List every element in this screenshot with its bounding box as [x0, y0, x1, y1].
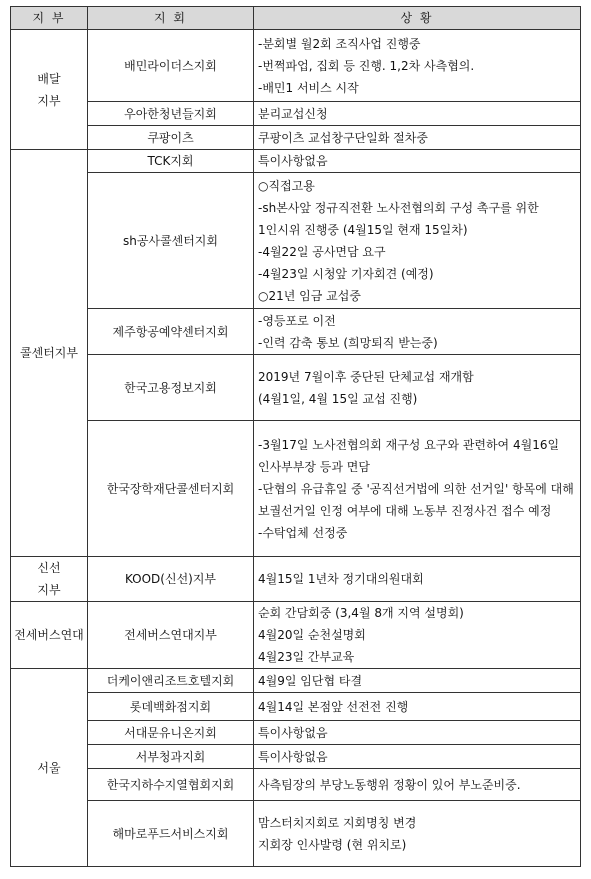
sub-branch-cell: 해마로푸드서비스지회 — [88, 801, 254, 867]
status-cell — [254, 693, 581, 721]
status-line: 특이사항없음 — [258, 154, 328, 168]
status-line: -영등포로 이전 — [258, 313, 336, 328]
table-row — [11, 602, 581, 669]
status-line: 특이사항없음 — [258, 725, 328, 740]
table-row — [11, 309, 581, 355]
branch-name-line: 콜센터지부 — [20, 346, 78, 360]
table-row — [11, 669, 581, 693]
header-sub: 지 회 — [88, 7, 254, 30]
sub-branch-cell: sh공사콜센터지회 — [88, 173, 254, 309]
status-line: ○직접고용 — [258, 178, 315, 193]
sub-branch-cell: 쿠팡이츠 — [88, 126, 254, 150]
status-line: -번쩍파업, 집회 등 진행. 1,2차 사측협의. — [258, 58, 475, 73]
table-row — [11, 126, 581, 150]
status-cell — [254, 602, 581, 669]
sub-branch-cell: 더케이앤리조트호텔지회 — [88, 669, 254, 693]
status-cell — [254, 721, 581, 745]
table-row — [11, 102, 581, 126]
status-cell — [254, 557, 581, 602]
sub-branch-cell: 한국고용정보지회 — [88, 355, 254, 421]
status-line: -배민1 서비스 시작 — [258, 80, 359, 95]
status-line: ○21년 임금 교섭중 — [258, 288, 361, 303]
table-row — [11, 173, 581, 309]
status-cell — [254, 769, 581, 801]
branch-name-line: 전세버스연대 — [14, 628, 84, 642]
branch-name-line: 서울 — [37, 760, 61, 775]
status-line: 사측팀장의 부당노동행위 정황이 있어 부노준비중. — [258, 777, 521, 792]
status-line: -분회별 월2회 조직사업 진행중 — [258, 36, 421, 51]
status-cell — [254, 355, 581, 421]
status-line: 분리교섭신청 — [258, 106, 328, 121]
status-line: -수탁업체 선정중 — [258, 525, 348, 540]
branch-cell — [11, 150, 88, 557]
table-row — [11, 769, 581, 801]
status-cell — [254, 801, 581, 867]
status-line: -3월17일 노사전협의회 재구성 요구와 관련하여 4월16일 인사부부장 등과 면담 — [258, 437, 560, 474]
status-line: -4월23일 시청앞 기자회견 (예정) — [258, 266, 434, 281]
status-line: 2019년 7월이후 중단된 단체교섭 재개함 — [258, 369, 474, 384]
status-cell — [254, 173, 581, 309]
status-line: 4월14일 본점앞 선전전 진행 — [258, 699, 409, 714]
status-cell — [254, 421, 581, 557]
status-line: 쿠팡이츠 교섭창구단일화 절차중 — [258, 130, 428, 145]
table-row — [11, 557, 581, 602]
sub-branch-cell: 배민라이더스지회 — [88, 30, 254, 102]
status-cell — [254, 102, 581, 126]
table-row — [11, 693, 581, 721]
sub-branch-cell: 한국장학재단콜센터지회 — [88, 421, 254, 557]
table-row — [11, 355, 581, 421]
table-row — [11, 745, 581, 769]
branch-cell — [11, 557, 88, 602]
status-table — [10, 6, 581, 867]
status-line: 지회장 인사발령 (현 위치로) — [258, 837, 407, 852]
status-line: 4월15일 1년차 정기대의원대회 — [258, 572, 424, 586]
status-line: 4월20일 순천설명회 — [258, 628, 366, 642]
table-row — [11, 150, 581, 173]
table-row — [11, 721, 581, 745]
status-line: 특이사항없음 — [258, 749, 328, 764]
header-status: 상 황 — [254, 7, 581, 30]
sub-branch-cell: TCK지회 — [88, 150, 254, 173]
header-row — [11, 7, 581, 30]
status-cell — [254, 669, 581, 693]
status-line: -인력 감축 통보 (희망퇴직 받는중) — [258, 335, 438, 350]
status-line: 4월23일 간부교육 — [258, 650, 355, 664]
table-row — [11, 801, 581, 867]
sub-branch-cell: 전세버스연대지부 — [88, 602, 254, 669]
branch-name-line: 배달 — [37, 71, 61, 86]
branch-name-line: 신선 — [37, 561, 61, 575]
table-row — [11, 30, 581, 102]
sub-branch-cell: KOOD(신선)지부 — [88, 557, 254, 602]
branch-name-line: 지부 — [37, 583, 61, 597]
status-cell — [254, 309, 581, 355]
header-branch: 지 부 — [11, 7, 88, 30]
sub-branch-cell: 한국지하수지열협회지회 — [88, 769, 254, 801]
branch-cell — [11, 30, 88, 150]
status-line: (4월1일, 4월 15일 교섭 진행) — [258, 391, 418, 406]
branch-name-line: 지부 — [37, 93, 61, 108]
status-line: 맘스터치지회로 지회명칭 변경 — [258, 815, 417, 830]
table-body — [11, 30, 581, 867]
sub-branch-cell: 서대문유니온지회 — [88, 721, 254, 745]
branch-cell — [11, 602, 88, 669]
sub-branch-cell: 서부청과지회 — [88, 745, 254, 769]
status-line: 4월9일 임단협 타결 — [258, 673, 363, 688]
status-cell — [254, 30, 581, 102]
branch-cell — [11, 669, 88, 867]
status-line: -sh본사앞 정규직전환 노사전협의회 구성 촉구를 위한 1인시위 진행중 (4월15일 현재 15일차) — [258, 200, 539, 237]
status-cell — [254, 150, 581, 173]
status-line: -단협의 유급휴일 중 '공직선거법에 의한 선거일' 항목에 대해 보궐선거일 인정 여부에 대해 노동부 진정사건 접수 예정 — [258, 481, 574, 518]
status-line: 순회 간담회중 (3,4월 8개 지역 설명회) — [258, 606, 464, 620]
sub-branch-cell: 우아한청년들지회 — [88, 102, 254, 126]
status-cell — [254, 126, 581, 150]
status-cell — [254, 745, 581, 769]
sub-branch-cell: 제주항공예약센터지회 — [88, 309, 254, 355]
sub-branch-cell: 롯데백화점지회 — [88, 693, 254, 721]
status-line: -4월22일 공사면담 요구 — [258, 244, 386, 259]
table-row — [11, 421, 581, 557]
